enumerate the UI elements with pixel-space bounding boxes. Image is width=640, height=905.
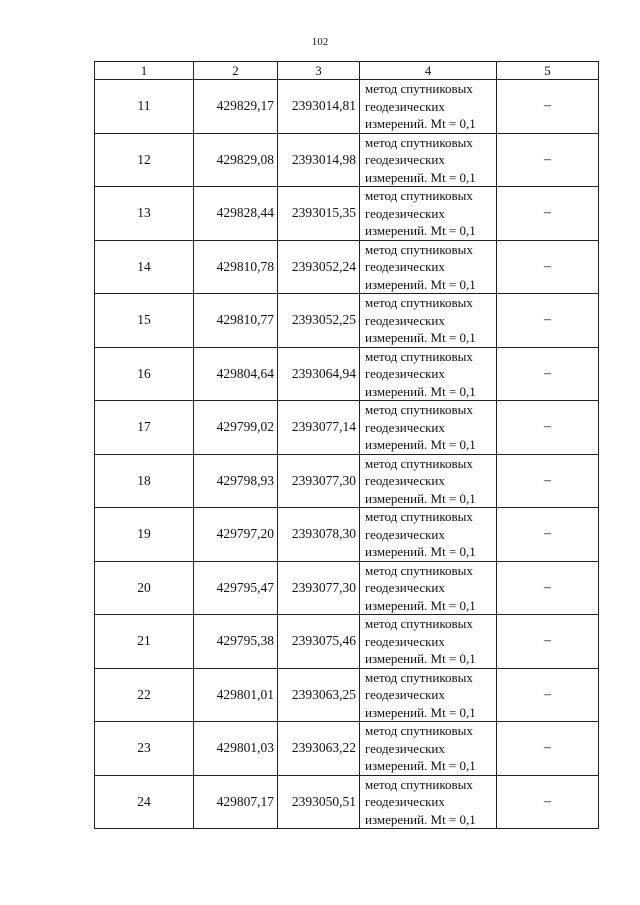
note-cell: – bbox=[497, 775, 599, 829]
method-line: измерений. Mt = 0,1 bbox=[365, 437, 476, 452]
point-number-cell: 24 bbox=[95, 775, 194, 829]
note-cell: – bbox=[497, 561, 599, 615]
method-line: геодезических bbox=[365, 259, 445, 274]
method-line: геодезических bbox=[365, 526, 445, 542]
method-line: метод спутниковых bbox=[365, 295, 473, 310]
coordinates-table bbox=[94, 61, 599, 829]
y-coordinate-cell: 2393063,22 bbox=[278, 722, 360, 776]
table-row bbox=[95, 454, 599, 508]
table-header-row bbox=[95, 62, 599, 80]
method-cell bbox=[360, 722, 497, 776]
method-cell bbox=[360, 454, 497, 508]
method-line: измерений. Mt = 0,1 bbox=[365, 544, 476, 559]
method-line: измерений. Mt = 0,1 bbox=[365, 597, 476, 613]
method-line: геодезических bbox=[365, 152, 445, 167]
method-line: метод спутниковых bbox=[365, 509, 473, 524]
method-cell bbox=[360, 561, 497, 615]
note-cell: – bbox=[497, 401, 599, 455]
method-line: измерений. Mt = 0,1 bbox=[365, 383, 476, 399]
x-coordinate-cell: 429804,64 bbox=[194, 347, 278, 401]
table-row bbox=[95, 508, 599, 562]
x-coordinate-cell: 429801,03 bbox=[194, 722, 278, 776]
point-number-cell: 16 bbox=[95, 347, 194, 401]
method-line: метод спутниковых bbox=[365, 134, 473, 150]
x-coordinate-cell: 429828,44 bbox=[194, 187, 278, 241]
x-coordinate-cell: 429810,77 bbox=[194, 294, 278, 348]
y-coordinate-cell: 2393014,81 bbox=[278, 80, 360, 134]
method-cell bbox=[360, 187, 497, 241]
note-cell: – bbox=[497, 722, 599, 776]
table-row bbox=[95, 561, 599, 615]
x-coordinate-cell: 429795,38 bbox=[194, 615, 278, 669]
column-header-4: 4 bbox=[360, 62, 497, 80]
y-coordinate-cell: 2393015,35 bbox=[278, 187, 360, 241]
method-line: метод спутниковых bbox=[365, 669, 473, 685]
x-coordinate-cell: 429807,17 bbox=[194, 775, 278, 829]
method-line: метод спутниковых bbox=[365, 616, 473, 631]
table-row bbox=[95, 722, 599, 776]
method-line: измерений. Mt = 0,1 bbox=[365, 811, 476, 827]
x-coordinate-cell: 429829,08 bbox=[194, 133, 278, 187]
method-line: геодезических bbox=[365, 633, 445, 649]
point-number-cell: 14 bbox=[95, 240, 194, 294]
y-coordinate-cell: 2393077,30 bbox=[278, 454, 360, 508]
method-cell bbox=[360, 668, 497, 722]
method-line: геодезических bbox=[365, 312, 445, 328]
column-header-1: 1 bbox=[95, 62, 194, 80]
table-row bbox=[95, 775, 599, 829]
method-line: метод спутниковых bbox=[365, 402, 473, 417]
x-coordinate-cell: 429795,47 bbox=[194, 561, 278, 615]
method-line: геодезических bbox=[365, 366, 445, 381]
method-line: измерений. Mt = 0,1 bbox=[365, 116, 476, 131]
note-cell: – bbox=[497, 615, 599, 669]
method-cell bbox=[360, 775, 497, 829]
method-line: геодезических bbox=[365, 473, 445, 488]
point-number-cell: 12 bbox=[95, 133, 194, 187]
method-line: измерений. Mt = 0,1 bbox=[365, 490, 476, 506]
point-number-cell: 19 bbox=[95, 508, 194, 562]
column-header-2: 2 bbox=[194, 62, 278, 80]
method-line: метод спутниковых bbox=[365, 241, 473, 257]
y-coordinate-cell: 2393014,98 bbox=[278, 133, 360, 187]
method-line: метод спутниковых bbox=[365, 455, 473, 471]
page-number: 102 bbox=[311, 36, 329, 48]
table-row bbox=[95, 240, 599, 294]
y-coordinate-cell: 2393063,25 bbox=[278, 668, 360, 722]
point-number-cell: 18 bbox=[95, 454, 194, 508]
x-coordinate-cell: 429810,78 bbox=[194, 240, 278, 294]
method-line: геодезических bbox=[365, 687, 445, 702]
point-number-cell: 22 bbox=[95, 668, 194, 722]
column-header-5: 5 bbox=[497, 62, 599, 80]
x-coordinate-cell: 429799,02 bbox=[194, 401, 278, 455]
note-cell: – bbox=[497, 133, 599, 187]
method-line: геодезических bbox=[365, 419, 445, 435]
method-line: измерений. Mt = 0,1 bbox=[365, 651, 476, 666]
method-line: геодезических bbox=[365, 205, 445, 221]
point-number-cell: 20 bbox=[95, 561, 194, 615]
x-coordinate-cell: 429797,20 bbox=[194, 508, 278, 562]
method-cell bbox=[360, 240, 497, 294]
note-cell: – bbox=[497, 347, 599, 401]
method-line: геодезических bbox=[365, 740, 445, 756]
table-row bbox=[95, 615, 599, 669]
x-coordinate-cell: 429829,17 bbox=[194, 80, 278, 134]
note-cell: – bbox=[497, 508, 599, 562]
method-line: измерений. Mt = 0,1 bbox=[365, 330, 476, 345]
method-line: геодезических bbox=[365, 794, 445, 809]
method-line: метод спутниковых bbox=[365, 776, 473, 792]
method-cell bbox=[360, 80, 497, 134]
method-cell bbox=[360, 347, 497, 401]
y-coordinate-cell: 2393075,46 bbox=[278, 615, 360, 669]
method-line: измерений. Mt = 0,1 bbox=[365, 704, 476, 720]
point-number-cell: 15 bbox=[95, 294, 194, 348]
method-line: измерений. Mt = 0,1 bbox=[365, 276, 476, 292]
note-cell: – bbox=[497, 80, 599, 134]
method-line: метод спутниковых bbox=[365, 188, 473, 203]
table-row bbox=[95, 80, 599, 134]
table-row bbox=[95, 294, 599, 348]
point-number-cell: 23 bbox=[95, 722, 194, 776]
method-line: измерений. Mt = 0,1 bbox=[365, 758, 476, 773]
table-row bbox=[95, 401, 599, 455]
y-coordinate-cell: 2393052,25 bbox=[278, 294, 360, 348]
method-line: измерений. Mt = 0,1 bbox=[365, 223, 476, 238]
method-line: геодезических bbox=[365, 98, 445, 114]
point-number-cell: 21 bbox=[95, 615, 194, 669]
table-row bbox=[95, 133, 599, 187]
point-number-cell: 13 bbox=[95, 187, 194, 241]
method-cell bbox=[360, 401, 497, 455]
point-number-cell: 17 bbox=[95, 401, 194, 455]
y-coordinate-cell: 2393064,94 bbox=[278, 347, 360, 401]
x-coordinate-cell: 429798,93 bbox=[194, 454, 278, 508]
y-coordinate-cell: 2393078,30 bbox=[278, 508, 360, 562]
method-line: метод спутниковых bbox=[365, 81, 473, 96]
method-line: метод спутниковых bbox=[365, 562, 473, 578]
note-cell: – bbox=[497, 294, 599, 348]
y-coordinate-cell: 2393052,24 bbox=[278, 240, 360, 294]
table-row bbox=[95, 668, 599, 722]
note-cell: – bbox=[497, 240, 599, 294]
y-coordinate-cell: 2393050,51 bbox=[278, 775, 360, 829]
table-row bbox=[95, 347, 599, 401]
note-cell: – bbox=[497, 454, 599, 508]
method-cell bbox=[360, 294, 497, 348]
method-cell bbox=[360, 133, 497, 187]
method-cell bbox=[360, 615, 497, 669]
note-cell: – bbox=[497, 187, 599, 241]
table-row bbox=[95, 187, 599, 241]
column-header-3: 3 bbox=[278, 62, 360, 80]
y-coordinate-cell: 2393077,14 bbox=[278, 401, 360, 455]
x-coordinate-cell: 429801,01 bbox=[194, 668, 278, 722]
method-cell bbox=[360, 508, 497, 562]
note-cell: – bbox=[497, 668, 599, 722]
method-line: геодезических bbox=[365, 580, 445, 595]
method-line: метод спутниковых bbox=[365, 723, 473, 738]
y-coordinate-cell: 2393077,30 bbox=[278, 561, 360, 615]
method-line: измерений. Mt = 0,1 bbox=[365, 169, 476, 185]
point-number-cell: 11 bbox=[95, 80, 194, 134]
method-line: метод спутниковых bbox=[365, 348, 473, 364]
